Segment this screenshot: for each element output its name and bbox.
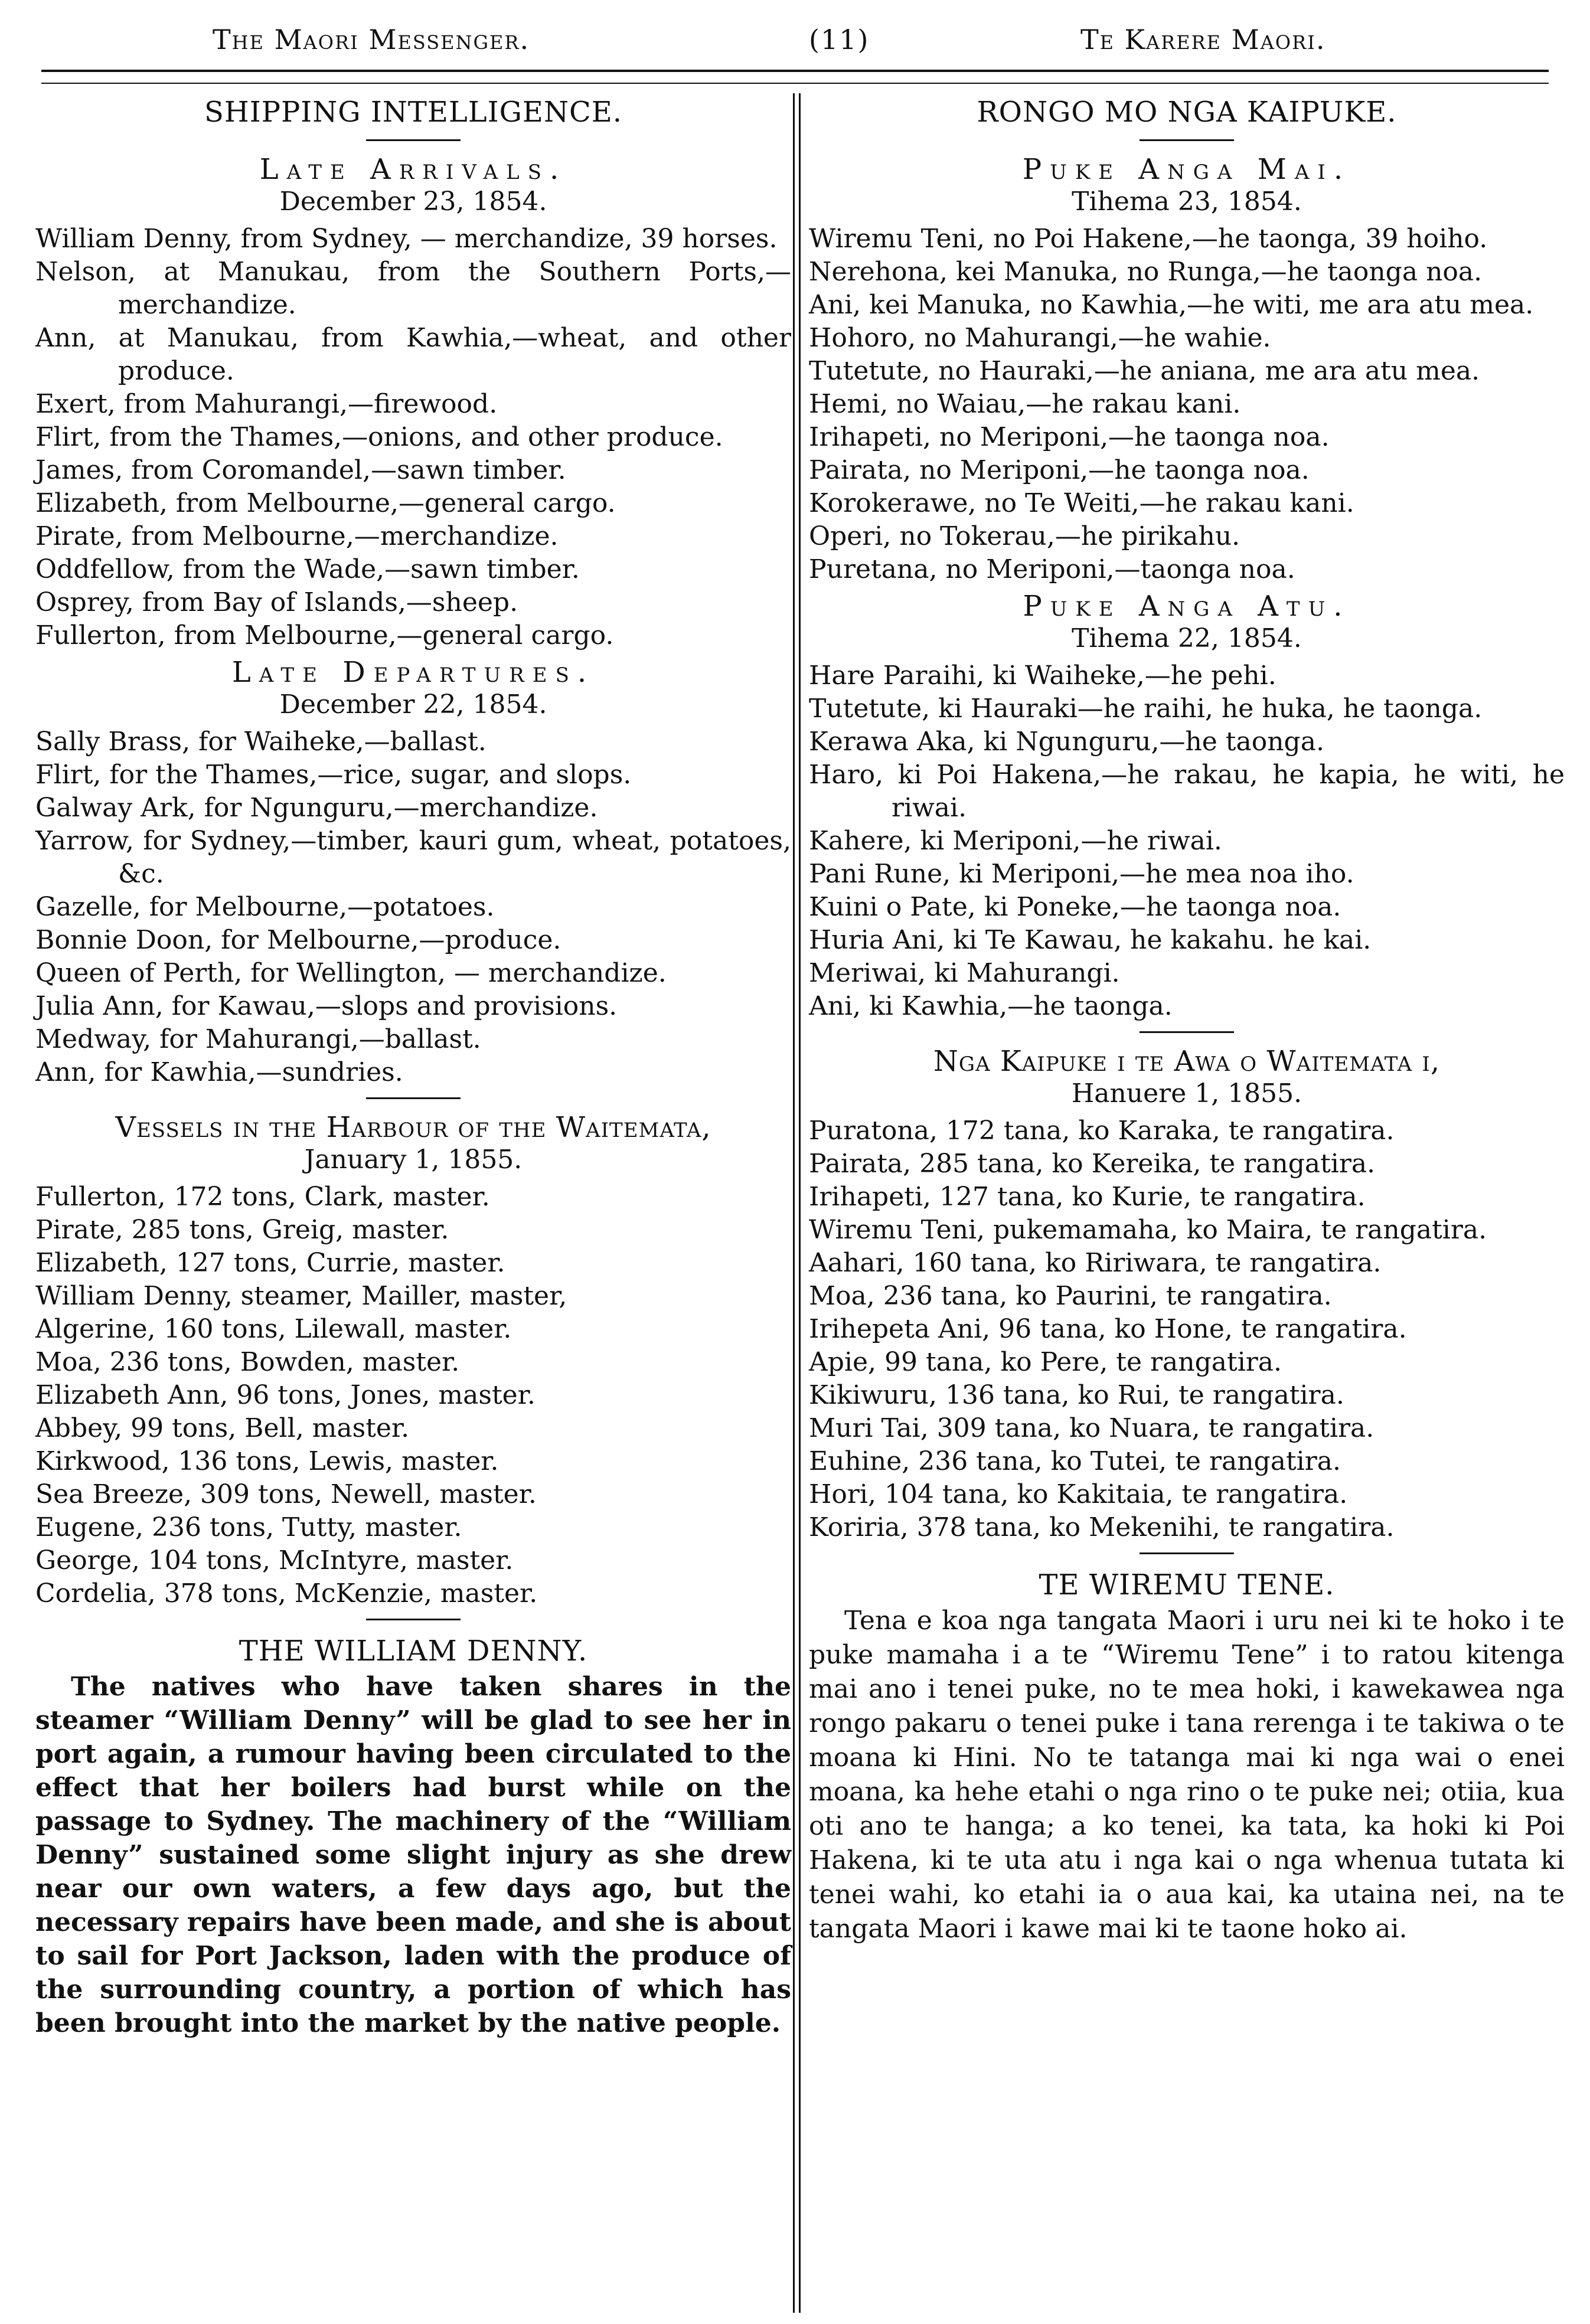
section-title: RONGO MO NGA KAIPUKE. — [977, 96, 1397, 129]
divider-rule — [366, 1619, 461, 1620]
list-item: Irihepeta Ani, 96 tana, ko Hone, te rangatira. — [809, 1314, 1407, 1344]
divider-rule — [1140, 1031, 1234, 1033]
list-item: Operi, no Tokerau,—he pirikahu. — [809, 521, 1240, 551]
divider-rule — [1140, 1552, 1234, 1554]
article-title: THE WILLIAM DENNY. — [239, 1635, 588, 1668]
list-item: Puratona, 172 tana, ko Karaka, te rangatira. — [809, 1116, 1395, 1146]
list-item: Cordelia, 378 tons, McKenzie, master. — [35, 1578, 538, 1609]
list-item: Kahere, ki Meriponi,—he riwai. — [809, 826, 1222, 856]
list-item: Tutetute, no Hauraki,—he aniana, me ara atu mea. — [809, 356, 1480, 386]
list-item: Pani Rune, ki Meriponi,—he mea noa iho. — [809, 859, 1354, 889]
list-item: Julia Ann, for Kawau,—slops and provisions. — [35, 991, 618, 1021]
divider-rule — [366, 1097, 461, 1099]
list-item: Algerine, 160 tons, Lilewall, master. — [35, 1314, 512, 1344]
list-item: George, 104 tons, McIntyre, master. — [35, 1545, 514, 1576]
column-divider — [799, 93, 801, 2313]
header-rule-thin — [41, 83, 1549, 84]
list-item: Kikiwuru, 136 tana, ko Rui, te rangatira. — [809, 1380, 1344, 1410]
list-item: Hemi, no Waiau,—he rakau kani. — [809, 389, 1241, 419]
departures-heading: Puke Anga Atu. — [1023, 590, 1351, 623]
page-header — [35, 24, 1555, 77]
header-english-title: The Maori Messenger. — [213, 24, 530, 55]
list-item: Korokerawe, no Te Weiti,—he rakau kani. — [809, 488, 1354, 518]
list-item: Huria Ani, ki Te Kawau, he kakahu. he kai. — [809, 925, 1372, 955]
list-item: Ani, ki Kawhia,—he taonga. — [809, 991, 1173, 1021]
article-body: Tena e koa nga tangata Maori i uru nei ki te hoko i te puke mamaha i a te “Wiremu Tene” i to ratou kitenga mai ano i tenei puke, no te mea hoki, i kawekawea nga rongo pakaru o tenei puke i tana rerenga i te takiwa o te moana ki Hini. No te tatanga mai ki nga wai o enei moana, ka hehe etahi o nga rino o te puke nei; otiia, kua oti ano te hanga; a ko tenei, ka tata, ka hoki ki Poi Hakena, ki te uta atu i nga kai o nga whenua tutata ki tenei wahi, ko etahi ia o aua kai, ka utaina nei, na te tangata Maori i kawe mai ki te taone hoko ai. — [809, 1606, 1565, 1944]
article-title: TE WIREMU TENE. — [1039, 1568, 1335, 1601]
list-item: Elizabeth, 127 tons, Currie, master. — [35, 1248, 505, 1278]
divider-rule — [366, 139, 461, 141]
list-item: Ann, at Manukau, from Kawhia,—wheat, and other produce. — [35, 323, 791, 386]
list-item: Sea Breeze, 309 tons, Newell, master. — [35, 1479, 537, 1509]
list-item: Haro, ki Poi Hakena,—he rakau, he kapia, he witi, he riwai. — [809, 760, 1565, 823]
departures-list — [35, 725, 791, 1089]
list-item: James, from Coromandel,—sawn timber. — [35, 455, 566, 485]
list-item: Pairata, no Meriponi,—he taonga noa. — [809, 455, 1310, 485]
list-item: Flirt, from the Thames,—onions, and other produce. — [35, 422, 723, 452]
list-item: Ani, kei Manuka, no Kawhia,—he witi, me ara atu mea. — [809, 290, 1534, 320]
vessels-heading: Vessels in the Harbour of the Waitemata, — [115, 1111, 711, 1144]
list-item: Muri Tai, 309 tana, ko Nuara, te rangatira. — [809, 1413, 1374, 1443]
vessels-heading: Nga Kaipuke i te Awa o Waitemata i, — [933, 1045, 1441, 1078]
list-item: Kuini o Pate, ki Poneke,—he taonga noa. — [809, 892, 1341, 922]
arrivals-list — [35, 223, 791, 652]
list-item: Pairata, 285 tana, ko Kereika, te rangatira. — [809, 1149, 1376, 1179]
list-item: Oddfellow, from the Wade,—sawn timber. — [35, 554, 580, 584]
list-item: Galway Ark, for Ngunguru,—merchandize. — [35, 793, 598, 823]
list-item: Eugene, 236 tons, Tutty, master. — [35, 1512, 462, 1542]
list-item: Ann, for Kawhia,—sundries. — [35, 1057, 403, 1087]
list-item: Tutetute, ki Hauraki—he raihi, he huka, he taonga. — [809, 694, 1483, 724]
list-item: Pirate, from Melbourne,—merchandize. — [35, 521, 559, 551]
list-item: Medway, for Mahurangi,—ballast. — [35, 1024, 481, 1054]
vessels-list — [35, 1181, 791, 1610]
list-item: Irihapeti, no Meriponi,—he taonga noa. — [809, 422, 1330, 452]
list-item: William Denny, steamer, Mailler, master, — [35, 1281, 567, 1311]
list-item: Moa, 236 tons, Bowden, master. — [35, 1347, 460, 1377]
arrivals-list — [809, 223, 1565, 586]
english-column — [35, 93, 791, 2040]
list-item: Hori, 104 tana, ko Kakitaia, te rangatira. — [809, 1479, 1348, 1509]
list-item: Apie, 99 tana, ko Pere, te rangatira. — [809, 1347, 1282, 1377]
list-item: Nelson, at Manukau, from the Southern Ports,—merchandize. — [35, 257, 791, 320]
list-item: Nerehona, kei Manuka, no Runga,—he taonga noa. — [809, 257, 1483, 287]
list-item: Koriria, 378 tana, ko Mekenihi, te rangatira. — [809, 1512, 1395, 1542]
list-item: Exert, from Mahurangi,—firewood. — [35, 389, 498, 419]
vessels-date: January 1, 1855. — [304, 1145, 523, 1175]
page-number: (11) — [809, 24, 870, 55]
list-item: Fullerton, 172 tons, Clark, master. — [35, 1182, 490, 1212]
list-item: Yarrow, for Sydney,—timber, kauri gum, wheat, potatoes, &c. — [35, 826, 791, 889]
arrivals-date: Tihema 23, 1854. — [1072, 187, 1302, 217]
list-item: Hohoro, no Mahurangi,—he wahie. — [809, 323, 1271, 353]
list-item: Kerawa Aka, ki Ngunguru,—he taonga. — [809, 727, 1324, 757]
arrivals-heading: Late Arrivals. — [259, 153, 567, 186]
list-item: Osprey, from Bay of Islands,—sheep. — [35, 587, 518, 617]
divider-rule — [1140, 139, 1234, 141]
vessels-list — [809, 1114, 1565, 1544]
list-item: Irihapeti, 127 tana, ko Kurie, te rangatira. — [809, 1182, 1366, 1212]
list-item: Moa, 236 tana, ko Paurini, te rangatira. — [809, 1281, 1332, 1311]
list-item: Elizabeth, from Melbourne,—general cargo. — [35, 488, 616, 518]
section-title: SHIPPING INTELLIGENCE. — [204, 96, 622, 129]
departures-date: Tihema 22, 1854. — [1072, 623, 1302, 653]
maori-column — [809, 93, 1565, 1946]
list-item: Hare Paraihi, ki Waiheke,—he pehi. — [809, 661, 1276, 691]
list-item: Flirt, for the Thames,—rice, sugar, and slops. — [35, 760, 632, 790]
arrivals-heading: Puke Anga Mai. — [1022, 153, 1351, 186]
list-item: Kirkwood, 136 tons, Lewis, master. — [35, 1446, 499, 1476]
list-item: Elizabeth Ann, 96 tons, Jones, master. — [35, 1380, 536, 1410]
departures-list — [809, 659, 1565, 1023]
list-item: Euhine, 236 tana, ko Tutei, te rangatira. — [809, 1446, 1341, 1476]
arrivals-date: December 23, 1854. — [279, 187, 547, 217]
departures-heading: Late Departures. — [231, 656, 595, 689]
list-item: Queen of Perth, for Wellington, — merchandize. — [35, 958, 667, 988]
header-rule-thick — [41, 70, 1549, 72]
list-item: Wiremu Teni, no Poi Hakene,—he taonga, 39 hoiho. — [809, 224, 1488, 254]
list-item: Bonnie Doon, for Melbourne,—produce. — [35, 925, 561, 955]
list-item: William Denny, from Sydney, — merchandize, 39 horses. — [35, 224, 778, 254]
list-item: Pirate, 285 tons, Greig, master. — [35, 1215, 449, 1245]
header-maori-title: Te Karere Maori. — [1080, 24, 1326, 55]
departures-date: December 22, 1854. — [279, 689, 547, 720]
article-body: The natives who have taken shares in the steamer “William Denny” will be glad to see her in port again, a rumour having been circulated to the effect that her boilers had burst while on the passage to Sydney. The machinery of the “William Denny” sustained some slight injury as she drew near our own waters, a few days ago, but the necessary repairs have been made, and she is about to sail for Port Jackson, laden with the produce of the surrounding country, a portion of which has been brought into the market by the native people. — [35, 1672, 791, 2038]
list-item: Sally Brass, for Waiheke,—ballast. — [35, 727, 487, 757]
list-item: Fullerton, from Melbourne,—general cargo. — [35, 620, 614, 651]
vessels-date: Hanuere 1, 1855. — [1071, 1078, 1302, 1109]
list-item: Abbey, 99 tons, Bell, master. — [35, 1413, 410, 1443]
column-divider — [793, 93, 795, 2313]
list-item: Gazelle, for Melbourne,—potatoes. — [35, 892, 495, 922]
list-item: Wiremu Teni, pukemamaha, ko Maira, te rangatira. — [809, 1215, 1487, 1245]
list-item: Puretana, no Meriponi,—taonga noa. — [809, 554, 1295, 584]
list-item: Aahari, 160 tana, ko Ririwara, te rangatira. — [809, 1248, 1382, 1278]
list-item: Meriwai, ki Mahurangi. — [809, 958, 1120, 988]
